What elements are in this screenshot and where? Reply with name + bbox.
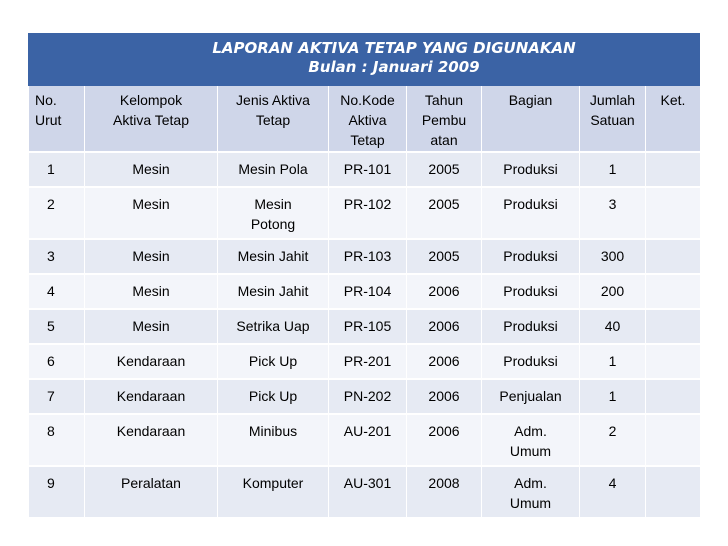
table-row [29,152,701,187]
cell-line: Produksi [503,353,558,369]
table-row [29,379,701,414]
cell-keterangan [646,309,701,344]
cell-no-urut: 4 [29,274,85,309]
cell-line: Setrika Uap [236,318,310,334]
header-bagian [482,86,580,152]
cell-keterangan [646,152,701,187]
cell-no-urut: 6 [29,344,85,379]
table-row [29,239,701,274]
cell-bagian [482,466,580,518]
cell-tahun: 2008 [407,466,482,518]
cell-line: Pick Up [248,353,298,369]
header-label-line: No. [35,92,57,108]
header-label-line: Tetap [255,112,291,128]
cell-jumlah: 4 [580,466,646,518]
header-jumlah-satuan [580,86,646,152]
cell-line: Mesin Jahit [237,248,309,264]
cell-kode-aktiva: PR-101 [329,152,407,187]
cell-kode-aktiva: PR-103 [329,239,407,274]
header-kode-aktiva [329,86,407,152]
asset-table [28,86,701,519]
cell-jumlah: 1 [580,344,646,379]
cell-kode-aktiva: PR-201 [329,344,407,379]
cell-bagian [482,309,580,344]
cell-kode-aktiva: AU-201 [329,414,407,466]
table-row [29,309,701,344]
cell-keterangan [646,379,701,414]
header-label-line: Urut [35,112,62,128]
cell-tahun: 2006 [407,414,482,466]
cell-keterangan [646,466,701,518]
header-kelompok [85,86,218,152]
cell-jumlah: 300 [580,239,646,274]
cell-line: Mesin Jahit [237,283,309,299]
header-label-line: Bagian [508,92,553,108]
cell-no-urut: 8 [29,414,85,466]
table-row [29,187,701,239]
cell-keterangan [646,187,701,239]
table-body [29,152,701,518]
cell-tahun: 2005 [407,187,482,239]
cell-kode-aktiva: PN-202 [329,379,407,414]
cell-line: Mesin [254,196,292,212]
cell-jumlah: 3 [580,187,646,239]
table-row [29,414,701,466]
header-label-line: Aktiva [348,112,387,128]
cell-kode-aktiva: PR-104 [329,274,407,309]
header-label-line: Tahun [424,92,464,108]
cell-tahun: 2006 [407,274,482,309]
cell-jumlah: 2 [580,414,646,466]
table-row [29,466,701,518]
cell-line: Umum [509,443,552,459]
cell-line: Penjualan [499,388,562,404]
header-label-line: No.Kode [340,92,395,108]
cell-no-urut: 3 [29,239,85,274]
cell-jumlah: 200 [580,274,646,309]
table-header-row [29,86,701,152]
header-label-line: Jenis Aktiva [236,92,310,108]
cell-jenis-aktiva [218,466,329,518]
cell-jumlah: 40 [580,309,646,344]
cell-line: Mesin Pola [238,161,308,177]
cell-kelompok: Kendaraan [85,344,218,379]
cell-kelompok: Peralatan [85,466,218,518]
cell-line: Produksi [503,318,558,334]
header-label-line: Pembu [421,112,467,128]
report-sheet [28,33,700,519]
cell-jenis-aktiva [218,379,329,414]
header-tahun-pembuatan [407,86,482,152]
cell-tahun: 2005 [407,239,482,274]
cell-line: Umum [509,495,552,511]
cell-jumlah: 1 [580,152,646,187]
table-row [29,274,701,309]
cell-no-urut: 5 [29,309,85,344]
header-label-line: Satuan [590,112,635,128]
cell-jenis-aktiva [218,152,329,187]
cell-jenis-aktiva [218,274,329,309]
cell-keterangan [646,239,701,274]
cell-tahun: 2005 [407,152,482,187]
header-label-line: Aktiva Tetap [112,112,189,128]
cell-line: Produksi [503,161,558,177]
cell-line: Pick Up [248,388,298,404]
cell-tahun: 2006 [407,309,482,344]
cell-keterangan [646,414,701,466]
cell-bagian [482,187,580,239]
cell-line: Adm. [514,475,547,491]
header-keterangan [646,86,701,152]
cell-bagian [482,152,580,187]
table-row [29,344,701,379]
cell-no-urut: 7 [29,379,85,414]
cell-jenis-aktiva [218,187,329,239]
cell-no-urut: 9 [29,466,85,518]
header-label-line: Tetap [350,132,385,148]
cell-jenis-aktiva [218,309,329,344]
cell-bagian [482,274,580,309]
cell-jenis-aktiva [218,344,329,379]
cell-line: Adm. [514,423,547,439]
header-no-urut [29,86,85,152]
cell-keterangan [646,274,701,309]
report-period: Bulan : Januari 2009 [308,58,480,76]
cell-bagian [482,344,580,379]
cell-bagian [482,239,580,274]
header-label-line: Jumlah [589,92,636,108]
cell-kelompok: Kendaraan [85,379,218,414]
cell-keterangan [646,344,701,379]
cell-bagian [482,414,580,466]
cell-tahun: 2006 [407,379,482,414]
header-label-line: Kelompok [119,92,183,108]
cell-kode-aktiva: AU-301 [329,466,407,518]
cell-kelompok: Mesin [85,239,218,274]
report-title: LAPORAN AKTIVA TETAP YANG DIGUNAKAN [212,39,576,57]
cell-kelompok: Mesin [85,309,218,344]
header-label-line: atan [430,132,458,148]
cell-jenis-aktiva [218,414,329,466]
cell-kelompok: Mesin [85,187,218,239]
cell-tahun: 2006 [407,344,482,379]
cell-kode-aktiva: PR-102 [329,187,407,239]
header-label-line: Ket. [660,92,686,108]
cell-jumlah: 1 [580,379,646,414]
header-jenis-aktiva [218,86,329,152]
cell-bagian [482,379,580,414]
cell-no-urut: 1 [29,152,85,187]
cell-line: Potong [250,216,296,232]
cell-line: Produksi [503,196,558,212]
cell-kelompok: Mesin [85,152,218,187]
cell-line: Minibus [248,423,298,439]
cell-line: Komputer [242,475,304,491]
cell-no-urut: 2 [29,187,85,239]
report-title-bar [28,33,700,86]
cell-jenis-aktiva [218,239,329,274]
cell-kelompok: Mesin [85,274,218,309]
cell-kelompok: Kendaraan [85,414,218,466]
cell-kode-aktiva: PR-105 [329,309,407,344]
cell-line: Produksi [503,283,558,299]
cell-line: Produksi [503,248,558,264]
